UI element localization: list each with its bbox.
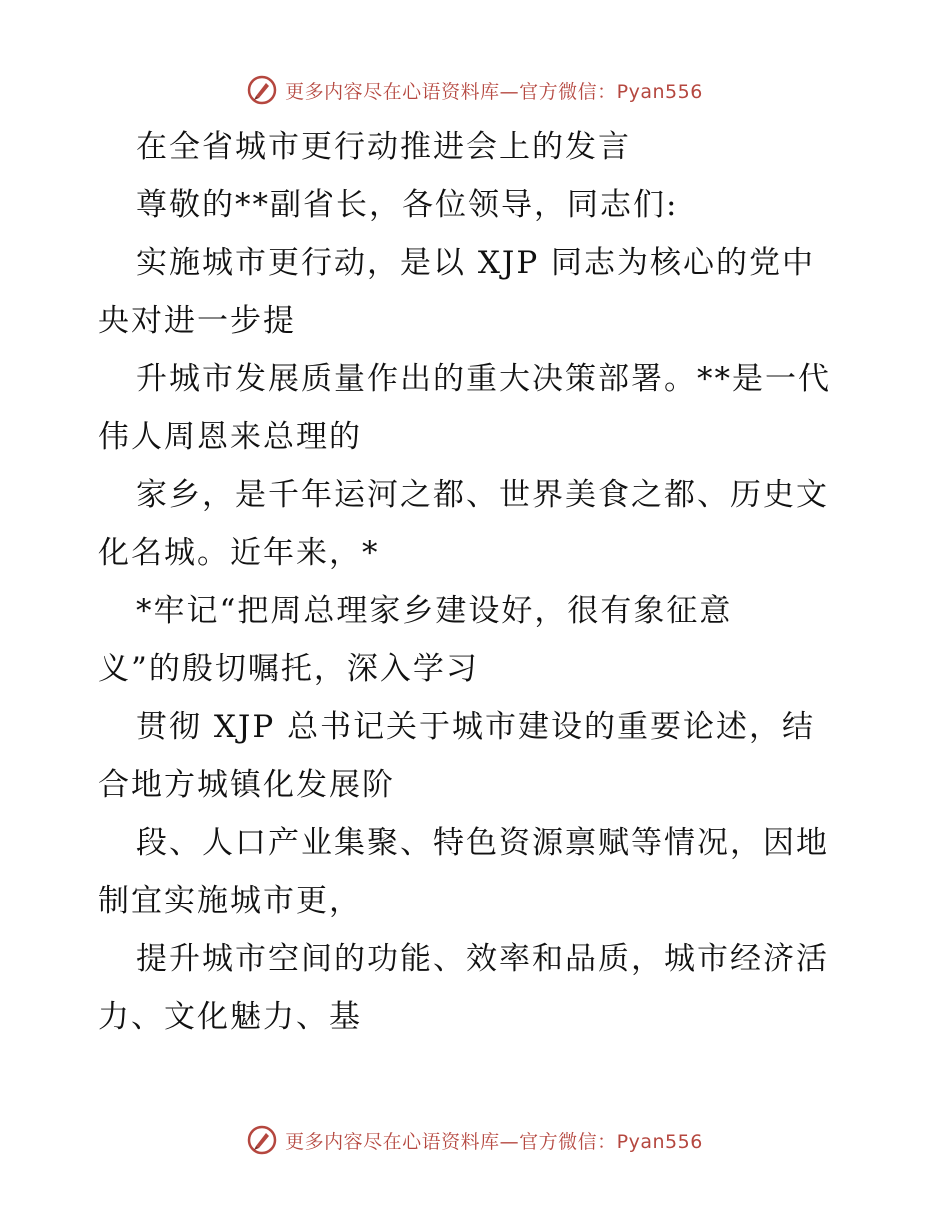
text-line: 提升城市空间的功能、效率和品质，城市经济活 (136, 941, 829, 977)
text-line: 伟人周恩来总理的 (98, 419, 362, 455)
text-line: 制宜实施城市更， (98, 883, 362, 919)
text-line: 段、人口产业集聚、特色资源禀赋等情况，因地 (136, 825, 829, 861)
pen-logo-icon (247, 1125, 277, 1155)
text-line: 力、文化魅力、基 (98, 999, 362, 1035)
text-line: 在全省城市更行动推进会上的发言 (136, 129, 631, 165)
text-line: *牢记“把周总理家乡建设好，很有象征意 (136, 593, 733, 629)
document-body (98, 118, 858, 1046)
header-watermark (0, 72, 950, 108)
text-line: 化名城。近年来，* (98, 535, 380, 571)
watermark-text: 更多内容尽在心语资料库—官方微信：Pyan556 (285, 1130, 703, 1153)
text-line: 升城市发展质量作出的重大决策部署。**是一代 (136, 361, 831, 397)
text-line: 义”的殷切嘱托，深入学习 (98, 651, 479, 687)
watermark-text: 更多内容尽在心语资料库—官方微信：Pyan556 (285, 80, 703, 103)
text-line: 贯彻 XJP 总书记关于城市建设的重要论述，结 (136, 709, 816, 745)
text-line: 央对进一步提 (98, 303, 296, 339)
footer-watermark (0, 1122, 950, 1158)
text-line: 合地方城镇化发展阶 (98, 767, 395, 803)
text-line: 实施城市更行动，是以 XJP 同志为核心的党中 (136, 245, 816, 281)
text-line: 尊敬的**副省长，各位领导，同志们: (136, 187, 679, 223)
text-line: 家乡，是千年运河之都、世界美食之都、历史文 (136, 477, 829, 513)
pen-logo-icon (247, 75, 277, 105)
